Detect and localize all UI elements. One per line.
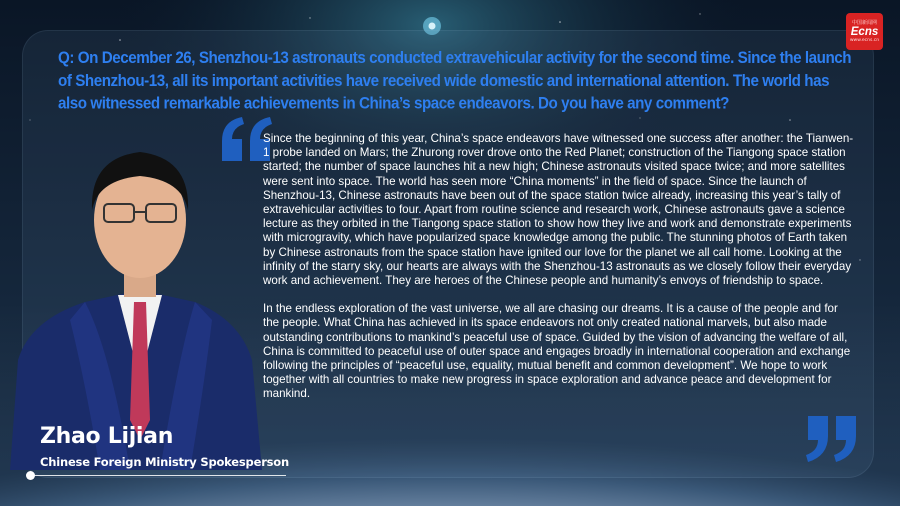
- answer-paragraph-1: Since the beginning of this year, China’s space endeavors have witnessed one success after another: the Tianwen-1 probe landed on Mars; the Zhurong rover drove onto the Red Planet; construction of the Tiangong space station started; the number of space launches hit a new high; Chinese astronauts visited space twice; and more satellites were sent into space. The world has seen more “China moments” in the field of space. Since the launch of Shenzhou-13, Chinese astronauts have been out of the space station twice already, increasing this year’s tally of extravehicular activities to four. Apart from routine science and research work, Chinese astronauts gave a science lecture as they orbited in the Tiangong space station to show how they live and work and demonstrate experiments with microgravity, which have popularized space knowledge among the public. The stunning photos of Earth taken by Chinese astronauts from the space station have ignited our love for the planet we all call home. Looking at the infinity of the starry sky, our hearts are always with the Shenzhou-13 astronauts as we closely follow their everyday work and achievement. They are heroes of the Chinese people and humanity’s envoys of friendship to space.: [263, 132, 854, 288]
- answer-body: [263, 132, 855, 416]
- ecns-logo: [846, 13, 883, 50]
- speaker-portrait: [0, 130, 270, 470]
- speaker-name: Zhao Lijian: [40, 424, 174, 449]
- close-quote-icon: [802, 414, 860, 464]
- logo-main-text: Ecns: [850, 26, 879, 38]
- answer-paragraph-2: In the endless exploration of the vast universe, we all are chasing our dreams. It is a cause of the people and for the people. What China has achieved in its space endeavors not only created national marvels, but also made outstanding contributions to mankind’s peaceful use of space. Guided by the vision of advancing the welfare of all, China is committed to peaceful use of outer space and engages broadly in international cooperation and exchange following the principles of “peaceful use, equality, mutual benefit and common development”. We hope to work together with all countries to make new progress in space exploration and advance peace and development for mankind.: [263, 302, 851, 401]
- question-text: Q: On December 26, Shenzhou-13 astronauts conducted extravehicular activity for the second time. Since the launch of Shenzhou-13, all its important activities have received wide domestic and international attention. The world has also witnessed remarkable achievements in China’s space endeavors. Do you have any comment?: [58, 49, 852, 113]
- logo-top-text: 中国新闻网: [851, 20, 877, 26]
- logo-sub-text: www.ecns.cn: [849, 38, 880, 43]
- name-underline: [30, 475, 286, 476]
- underline-dot: [26, 471, 35, 480]
- speaker-title: Chinese Foreign Ministry Spokesperson: [40, 455, 289, 469]
